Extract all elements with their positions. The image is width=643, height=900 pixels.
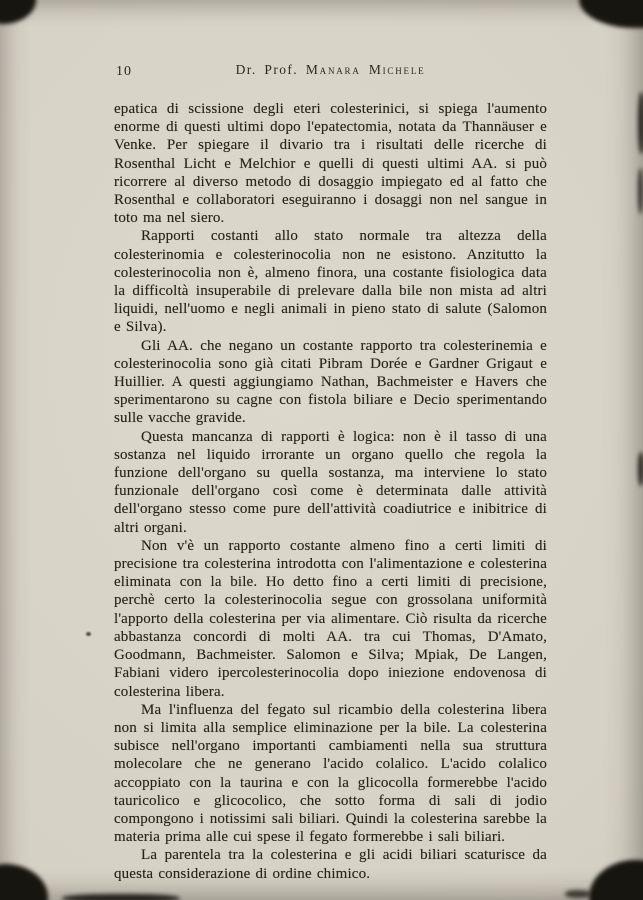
scan-smudge-bottom-right	[589, 860, 643, 900]
scan-smudge-right-edge-1	[638, 92, 643, 154]
paragraph-continuation: epatica di scissione degli eteri colesterinici, si spiega l'aumento enorme di questi ultimi dopo l'epatectomia, notata da Thannäuser e Venke. Per spiegare il divario tra i risultati delle ricerche di Rosenthal Licht e Melchior e quelli di questi ultimi AA. si può ricorrere al diverso metodo di dosaggio impiegato ed al fatto che Rosenthal e collaboratori eseguiranno i dosaggi non nel sangue in toto ma nel siero.	[114, 101, 547, 227]
paragraph: Ma l'influenza del fegato sul ricambio della colesterina libera non si limita alla semplice eliminazione per la bile. La colesterina subisce nell'organo importanti cambiamenti nella sua struttura molecolare che ne generano l'acido colalico. L'acido colalico accoppiato con la taurina e con la glicocolla formerebbe l'acido tauricolico e glicocolico, che sotto forma di sali di jodio compongono i notissimi sali biliari. Quindi la colesterina sarebbe la materia prima alle cui spese il fegato formerebbe i sali biliari.	[114, 701, 547, 846]
text-block	[114, 100, 547, 883]
page-number: 10	[116, 64, 132, 79]
running-header-title	[114, 62, 547, 78]
scan-smudge-bottom-strip	[62, 894, 180, 900]
header-author-name: Manara Michele	[305, 62, 426, 77]
header-prefix: Dr. Prof.	[235, 62, 299, 77]
paragraph: Rapporti costanti allo stato normale tra altezza della colesterinomia e colesterinocolia non ne esistono. Anzitutto la colesterinocolia non è, almeno finora, una costante fisiologica data la difficoltà insuperabile di prelevare dalla bile non mista ad altri liquidi, nell'uomo e negli animali in pieno stato di salute (Salomon e Silva).	[114, 228, 547, 336]
paragraph: Gli AA. che negano un costante rapporto tra colesterinemia e colesterinocolia sono già citati Pibram Dorée e Gardner Grigaut e Huillier. A questi aggiungiamo Nathan, Bachmeister e Havers che sperimentarono su cagne con fistola biliare e Decio sperimentando sulle vacche gravide.	[114, 337, 547, 427]
scan-smudge-bottom-left	[0, 864, 48, 900]
page-header	[114, 62, 547, 82]
scan-smudge-top-right	[579, 0, 643, 28]
scan-smudge-top-left	[0, 0, 36, 24]
scan-speck-left-margin	[86, 632, 91, 636]
paragraph: Non v'è un rapporto costante almeno fino a certi limiti di precisione tra colesterina introdotta con l'alimentazione e colesterina eliminata con la bile. Ho detto fino a certi limiti di precisione, perchè certo la colesterinocolia segue con grossolana uniformità l'apporto della colesterina per via alimentare. Ciò risulta da ricerche abbastanza concordi di molti AA. tra cui Thomas, D'Amato, Goodmann, Bachmeister. Salomon e Silva; Mpiak, De Langen, Fabiani videro ipercolesterinocolia dopo iniezione endovenosa di colesterina libera.	[114, 537, 547, 700]
paragraph: La parentela tra la colesterina e gli acidi biliari scaturisce da questa considerazione di ordine chimico.	[114, 847, 547, 882]
scan-smudge-bottom-right-2	[565, 890, 591, 898]
scan-smudge-right-edge-3	[638, 452, 643, 486]
scan-smudge-right-edge-2	[638, 168, 643, 214]
paragraph: Questa mancanza di rapporti è logica: non è il tasso di una sostanza nel liquido irrorante un organo quello che regola la funzione dell'organo su quella sostanza, ma interviene lo stato funzionale dell'organo così come è determinata dalle attività dell'organo stesso come pure dell'attività coadiutrice e inibitrice di altri organi.	[114, 428, 547, 536]
